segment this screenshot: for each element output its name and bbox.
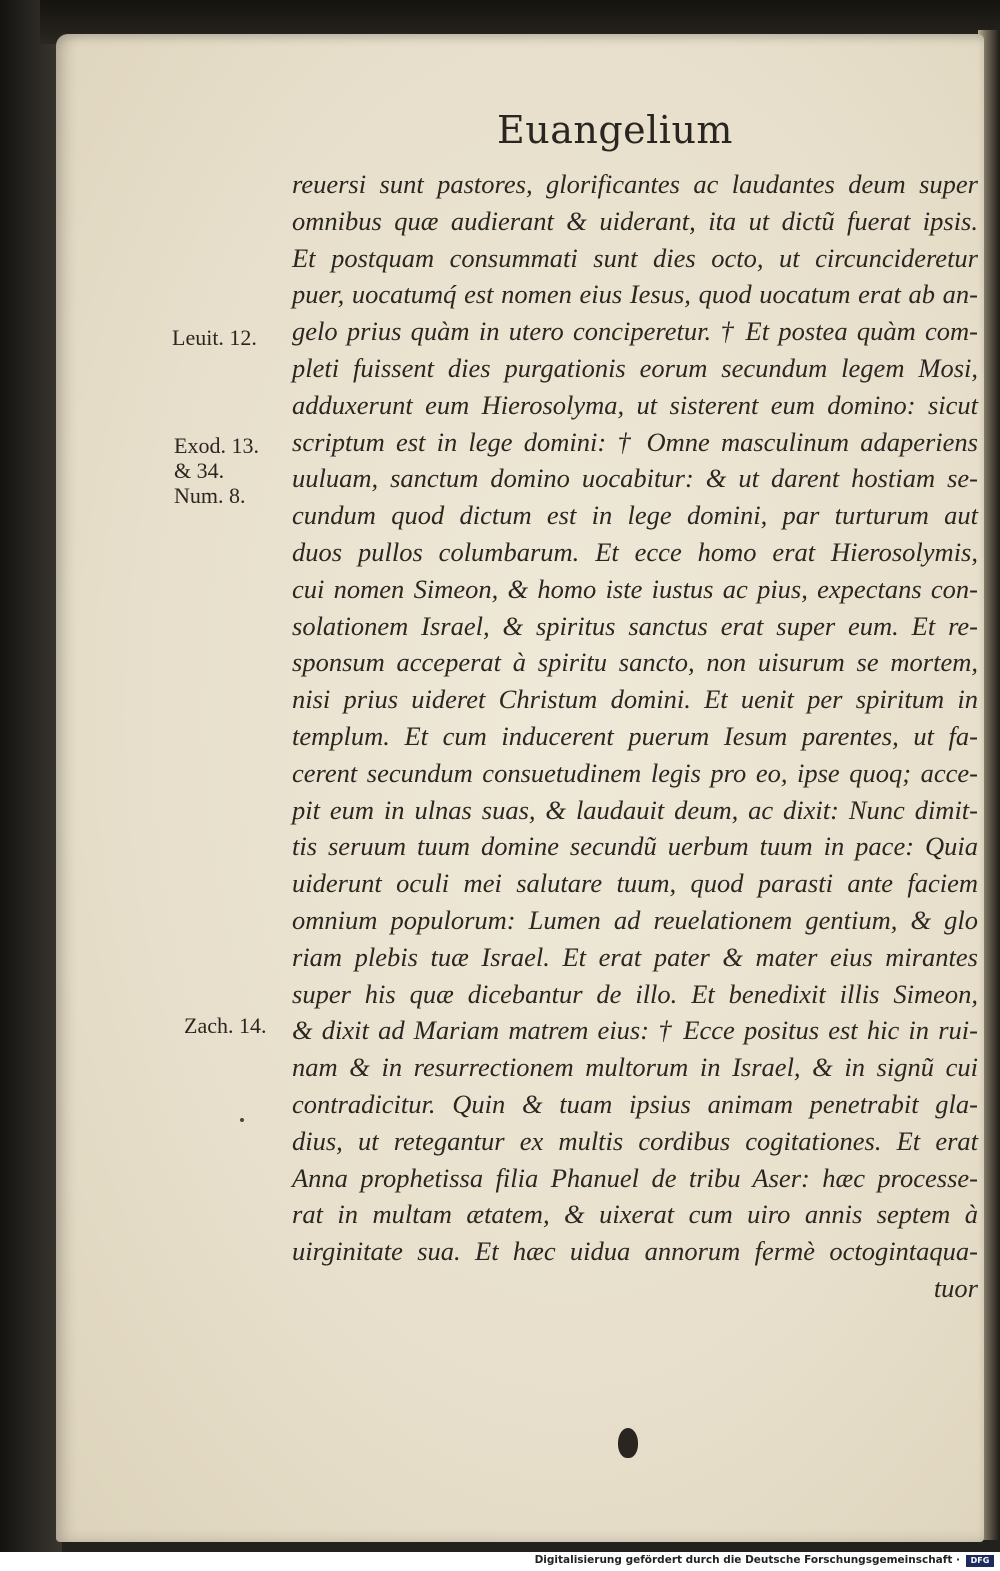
margin-note-leuit: Leuit. 12.	[172, 325, 257, 350]
text-line: uuluam, sanctum domino uocabitur: & ut darent hostiam se-	[292, 463, 978, 494]
text-line: sponsum acceperat à spiritu sancto, non uisurum se mortem,	[292, 647, 978, 678]
margin-note-exod-34: & 34.	[174, 458, 225, 483]
body-text	[292, 166, 978, 1307]
text-line: rat in multam ætatem, & uixerat cum uiro annis septem à	[292, 1199, 978, 1230]
dfg-logo-icon: DFG	[966, 1555, 994, 1567]
ink-speck	[240, 1118, 244, 1122]
text-line: omnibus quæ audierant & uiderant, ita ut dictũ fuerat ipsis.	[292, 205, 978, 236]
margin-note-exod: Exod. 13.	[174, 433, 259, 458]
text-line: contradicitur. Quin & tuam ipsius animam penetrabit gla-	[292, 1088, 978, 1119]
text-line: pit eum in ulnas suas, & laudauit deum, ac dixit: Nunc dimit-	[292, 794, 978, 825]
text-line: nam & in resurrectionem multorum in Israel, & in signũ cui	[292, 1052, 978, 1083]
text-line: uirginitate sua. Et hæc uidua annorum fermè octogintaqua-	[292, 1236, 978, 1267]
text-line: super his quæ dicebantur de illo. Et benedixit illis Simeon,	[292, 978, 978, 1009]
text-line: nisi prius uideret Christum domini. Et uenit per spiritum in	[292, 684, 978, 715]
text-line: Anna prophetissa filia Phanuel de tribu Aser: hæc processe-	[292, 1162, 978, 1193]
text-line: adduxerunt eum Hierosolyma, ut sisterent eum domino: sicut	[292, 389, 978, 420]
text-line: gelo prius quàm in utero conciperetur. † Et postea quàm com-	[292, 316, 978, 347]
text-line: cui nomen Simeon, & homo iste iustus ac pius, expectans con-	[292, 573, 978, 604]
text-line: Et postquam consummati sunt dies octo, ut circuncideretur	[292, 242, 978, 273]
text-line: & dixit ad Mariam matrem eius: † Ecce positus est hic in rui-	[292, 1015, 978, 1046]
text-line: dius, ut retegantur ex multis cordibus cogitationes. Et erat	[292, 1125, 978, 1156]
text-line: pleti fuissent dies purgationis eorum secundum legem Mosi,	[292, 352, 978, 383]
text-line: scriptum est in lege domini: † Omne masculinum adaperiens	[292, 426, 978, 457]
ornament-mark	[618, 1428, 638, 1458]
text-line: duos pullos columbarum. Et ecce homo erat Hierosolymis,	[292, 536, 978, 567]
text-line: omnium populorum: Lumen ad reuelationem gentium, & glo	[292, 904, 978, 935]
margin-note-zach: Zach. 14.	[184, 1013, 267, 1038]
text-line: solationem Israel, & spiritus sanctus erat super eum. Et re-	[292, 610, 978, 641]
text-line: cundum quod dictum est in lege domini, par turturum aut	[292, 500, 978, 531]
text-line: riam plebis tuæ Israel. Et erat pater & mater eius mirantes	[292, 941, 978, 972]
book-spine	[0, 0, 62, 1571]
text-line: tuor	[933, 1272, 978, 1303]
running-header: Euangelium	[497, 108, 733, 152]
text-line: cerent secundum consuetudinem legis pro eo, ipse quoq; acce-	[292, 757, 978, 788]
text-line: puer, uocatumq́ est nomen eius Iesus, quod uocatum erat ab an-	[292, 279, 978, 310]
text-line: templum. Et cum inducerent puerum Iesum parentes, ut fa-	[292, 720, 978, 751]
text-line: uiderunt oculi mei salutare tuum, quod parasti ante faciem	[292, 868, 978, 899]
text-line: tis seruum tuum domine secundũ uerbum tuum in pace: Quia	[292, 831, 978, 862]
funding-credit: Digitalisierung gefördert durch die Deutsche Forschungsgemeinschaft ·	[534, 1554, 960, 1566]
text-line: reuersi sunt pastores, glorificantes ac laudantes deum super	[292, 169, 978, 199]
margin-note-num: Num. 8.	[174, 483, 246, 508]
